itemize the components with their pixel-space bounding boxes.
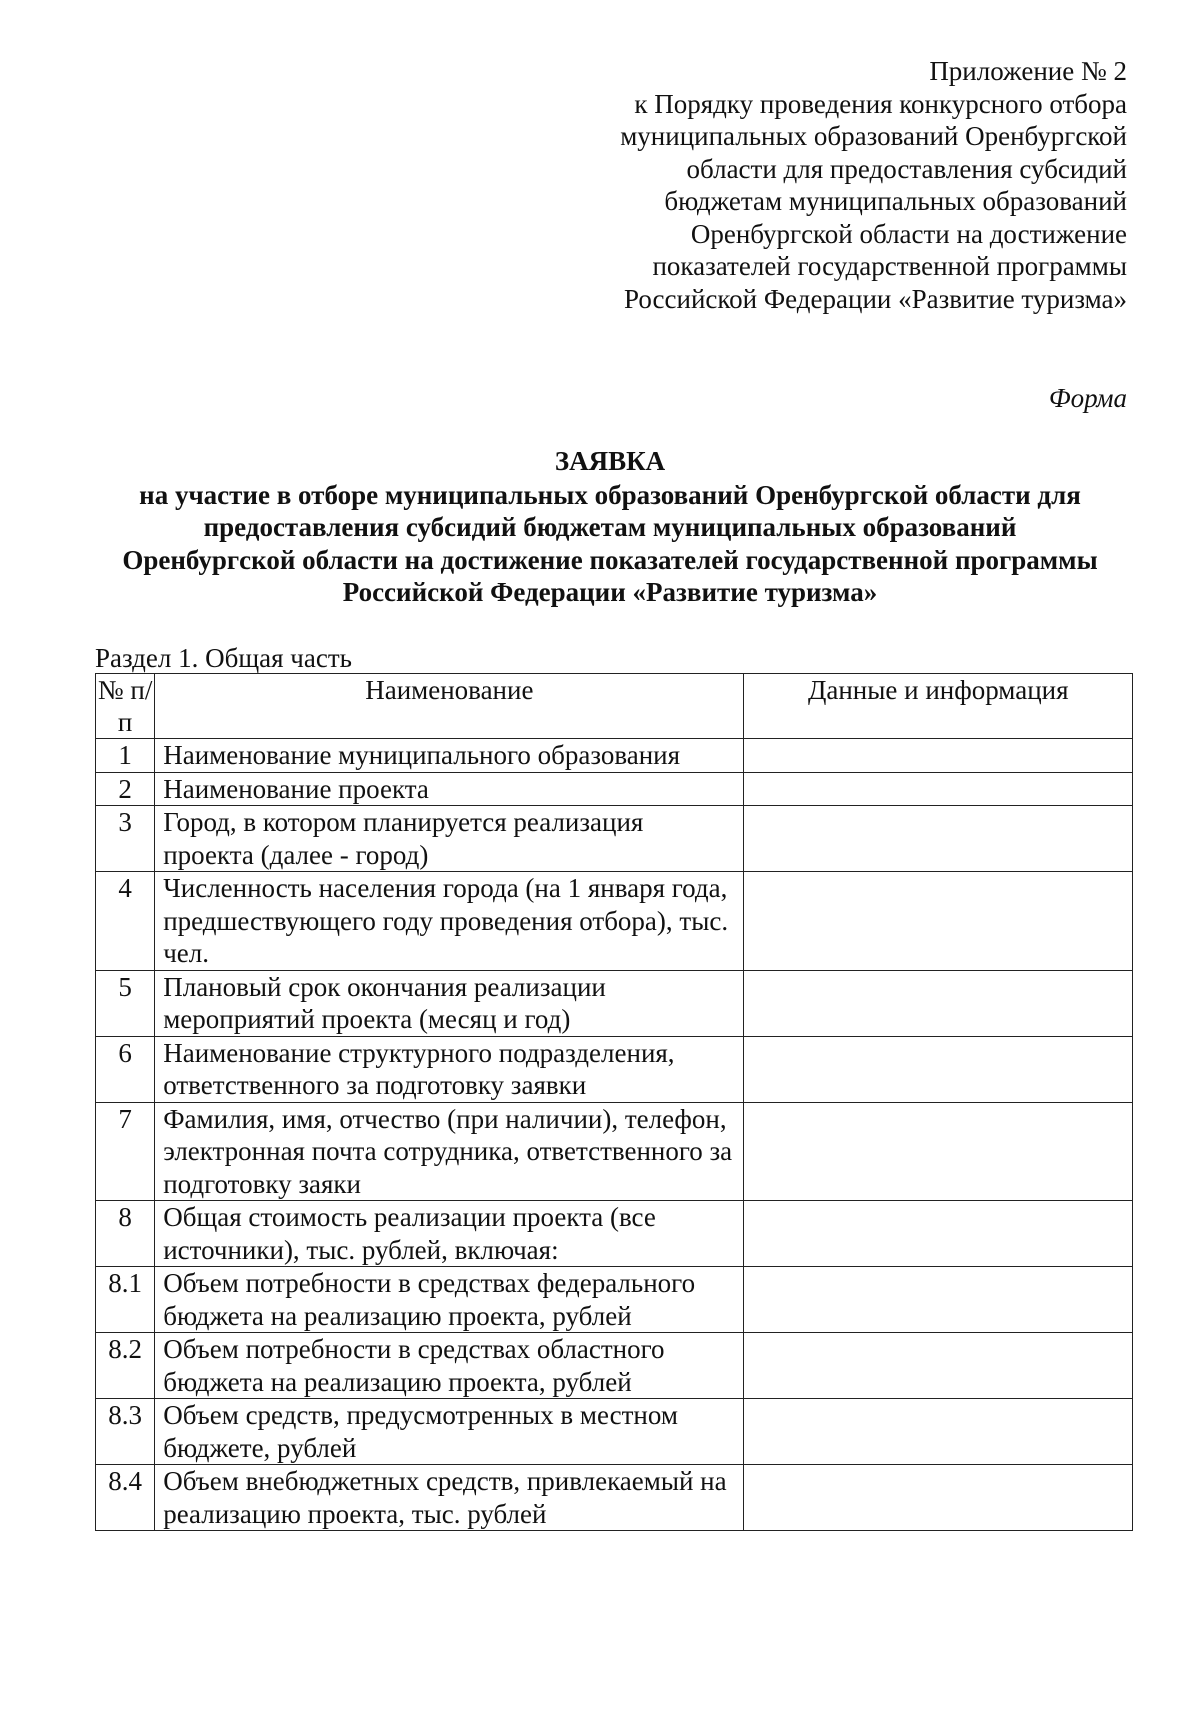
row-num: 3	[96, 806, 155, 872]
row-name: Наименование структурного подразделения, ответственного за подготовку заявки	[155, 1036, 744, 1102]
appendix-line: к Порядку проведения конкурсного отбора	[634, 88, 1127, 119]
appendix-line: Оренбургской области на достижение	[690, 218, 1127, 249]
row-name: Город, в котором планируется реализация проекта (далее - город)	[155, 806, 744, 872]
row-num: 8.1	[96, 1267, 155, 1333]
row-num: 8	[96, 1201, 155, 1267]
appendix-header	[567, 55, 1127, 315]
row-name: Объем потребности в средствах областного бюджета на реализацию проекта, рублей	[155, 1333, 744, 1399]
table-row	[96, 872, 1133, 971]
row-name: Объем внебюджетных средств, привлекаемый на реализацию проекта, тыс. рублей	[155, 1465, 744, 1531]
row-name: Наименование проекта	[155, 772, 744, 806]
document-title	[80, 445, 1140, 609]
title-line: Оренбургской области на достижение показателей государственной программы	[122, 544, 1098, 575]
row-num: 5	[96, 970, 155, 1036]
header-num: № п/п	[96, 674, 155, 739]
header-name: Наименование	[155, 674, 744, 739]
appendix-line: Приложение № 2	[929, 56, 1127, 86]
row-data-cell[interactable]	[744, 739, 1133, 773]
row-num: 8.4	[96, 1465, 155, 1531]
row-name: Фамилия, имя, отчество (при наличии), телефон, электронная почта сотрудника, ответственного за подготовку заяки	[155, 1102, 744, 1201]
application-table	[95, 673, 1133, 1531]
table-header-row	[96, 674, 1133, 739]
row-name: Объем средств, предусмотренных в местном бюджете, рублей	[155, 1399, 744, 1465]
table-row	[96, 1102, 1133, 1201]
section-label: Раздел 1. Общая часть	[95, 643, 352, 673]
row-name: Численность населения города (на 1 января года, предшествующего году проведения отбора), тыс. чел.	[155, 872, 744, 971]
row-data-cell[interactable]	[744, 806, 1133, 872]
appendix-line: бюджетам муниципальных образований	[664, 186, 1127, 216]
title-line: на участие в отборе муниципальных образований Оренбургской области для	[139, 479, 1081, 510]
row-num: 2	[96, 772, 155, 806]
table-row	[96, 772, 1133, 806]
row-data-cell[interactable]	[744, 1333, 1133, 1399]
form-label: Форма	[1048, 383, 1127, 413]
row-num: 8.3	[96, 1399, 155, 1465]
table-row	[96, 1399, 1133, 1465]
row-data-cell[interactable]	[744, 1465, 1133, 1531]
table-row	[96, 806, 1133, 872]
row-data-cell[interactable]	[744, 772, 1133, 806]
title-line: Российской Федерации «Развитие туризма»	[342, 577, 878, 607]
table-row	[96, 1465, 1133, 1531]
row-data-cell[interactable]	[744, 1102, 1133, 1201]
table-row	[96, 1333, 1133, 1399]
table-row	[96, 970, 1133, 1036]
row-name: Наименование муниципального образования	[155, 739, 744, 773]
table-row	[96, 739, 1133, 773]
row-num: 1	[96, 739, 155, 773]
row-data-cell[interactable]	[744, 1201, 1133, 1267]
row-data-cell[interactable]	[744, 970, 1133, 1036]
row-data-cell[interactable]	[744, 1267, 1133, 1333]
header-data: Данные и информация	[744, 674, 1133, 739]
row-num: 6	[96, 1036, 155, 1102]
row-data-cell[interactable]	[744, 872, 1133, 971]
appendix-line: муниципальных образований Оренбургской	[620, 121, 1127, 151]
row-data-cell[interactable]	[744, 1399, 1133, 1465]
table-row	[96, 1201, 1133, 1267]
row-num: 8.2	[96, 1333, 155, 1399]
row-name: Общая стоимость реализации проекта (все источники), тыс. рублей, включая:	[155, 1201, 744, 1267]
row-name: Объем потребности в средствах федерального бюджета на реализацию проекта, рублей	[155, 1267, 744, 1333]
row-num: 7	[96, 1102, 155, 1201]
row-data-cell[interactable]	[744, 1036, 1133, 1102]
row-num: 4	[96, 872, 155, 971]
appendix-line: Российской Федерации «Развитие туризма»	[624, 283, 1127, 314]
appendix-line: области для предоставления субсидий	[686, 153, 1127, 184]
table-row	[96, 1036, 1133, 1102]
title-heading: ЗАЯВКА	[554, 446, 666, 476]
row-name: Плановый срок окончания реализации мероприятий проекта (месяц и год)	[155, 970, 744, 1036]
title-line: предоставления субсидий бюджетам муниципальных образований	[203, 512, 1017, 542]
appendix-line: показателей государственной программы	[652, 251, 1127, 281]
table-row	[96, 1267, 1133, 1333]
